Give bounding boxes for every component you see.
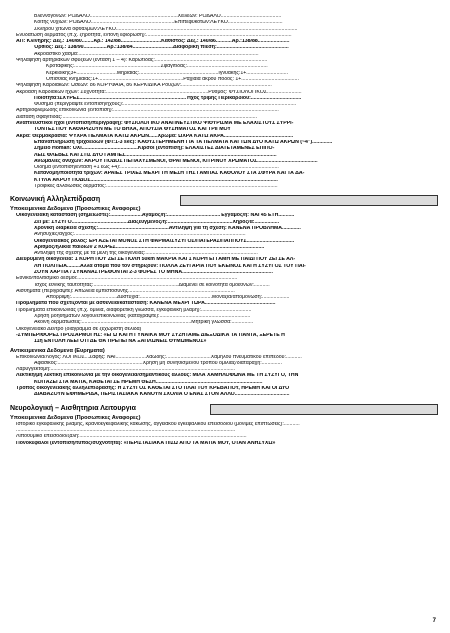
form-line: Αρτηριοφλεβώδης επικοινωνία (εντόπιση):................................................................................................................... bbox=[16, 108, 279, 114]
form-line: Επικοινωνία/Λόγος: ΛΟΓΙΚΟΣ...Σαφής: ΝΑΙ.....................Χαώδης:...............................Χαμηλού πνευματικού επιπέδου:........... bbox=[16, 354, 302, 360]
form-line: Αριθμός/ηλικία παιδιών 2 ΚΟΡΕΣ....................................................................................................... bbox=[34, 244, 265, 250]
form-line: Κατανομή/ποιότητα τριχών: ΑΡΑΙΕΣ ΤΡΙΧΕΣ ΜΕΧΡΙ ΤΗ ΜΕΣΗ ΤΗΣ ΓΑΜΠΑΣ ΚΑΘΟΛΟΥ ΣΤΑ ΣΦΥΡΑ ΚΑΙ ΤΑ ΔΑ- bbox=[34, 171, 305, 177]
form-line: Κροταφικής:............................................................Σφαγίτιδας:........................................................ bbox=[46, 64, 268, 70]
section-bar bbox=[180, 195, 438, 206]
form-line: ΑΠ: Κλινήρης: Δεξ.: 140/80........Αρ.: 142/88............................Καθιστός: Δεξ.: 140/86...........Αρ.:138/88...................... bbox=[16, 39, 290, 45]
form-line: Όρθιος: Δεξ.: 138/90................Αρ.:138/84............................Διαφορική πίεση:.................................................. bbox=[34, 45, 289, 51]
section-header-neuro bbox=[10, 404, 430, 415]
form-line: Τρόπος οικογενειακής αλληλεπίδρασης: Η ΣΥΖΥΓΟΣ ΚΑΘΕΤΑΙ ΣΤΟ ΠΛΑΙ ΤΟΥ ΚΡΕΒΑΤΙΟΥ, ΗΡΕΜΗ ΚΑΙ ΟΙ ΔΥΟ bbox=[16, 386, 290, 392]
assessment-form bbox=[10, 14, 430, 447]
form-line: Επαναπλήρωση τριχοειδών (ΦΤ:1-3 sec): ΚΑΘΥΣΤΕΡΗΜΕΝΗ ΓΙΑ ΤΑ ΠΕΛΜΑΤΑ ΚΑΙ ΤΩΝ ΔΥΟ ΚΑΤΩ ΑΚΡΩΝ (~4").............. bbox=[34, 139, 333, 145]
form-line: Άκρα: Θερμοκρασία: ΨΥΧΡΑ ΠΕΛΜΑΤΑ ΚΑΤΩ ΑΚΡΩΝ......Χρώμα: ΩΧΡΑ ΚΑΤΩ ΑΚΡΑ................................................ bbox=[16, 133, 294, 139]
form-line: 11η ΕΝΤΟΛΗ ΛΕΕΙ ΟΤΙ ΔΕ ΘΑ ΠΡΕΠΕΙ ΝΑ ΞΑΠΛΩΝΕΙΣ ΘΥΜΩΜΕΝΟΣ» bbox=[34, 339, 207, 345]
subsection-title: Υποκειμενικα Δεδομενα (Προσωπικες Αναφορες) bbox=[10, 206, 141, 213]
form-line: Κερκιδικής3+............................Μηριαίας:.......................................................Ιγνυακής:1+............................. bbox=[46, 70, 289, 76]
form-line: Τροφικές αλλοιώσεις δέρματος:....................................................................................................................... bbox=[34, 184, 278, 190]
form-line: Ανησυχίες/άγχος:....................................................................................................................... bbox=[34, 232, 246, 238]
subsection-title: Αντικειμενικα Δεδομενα (Ευρηματα) bbox=[10, 347, 105, 354]
form-line: Ίσχος εθνικής ταυτότητας:...........................................................Διαμένει σε κοινότητα ομοεθνών:........... bbox=[34, 282, 270, 288]
form-line: Ιστορικό εγκεφαλικής βλάβης, κρανιοεγκεφαλικής κάκωσης, αγγειακού εγκεφαλικού επεισοδίου (μόνιμες επιπτώσεις):........... bbox=[16, 421, 300, 427]
form-line: Οίδημα (εντόπιση/ένταση +1 έως +4):.............................................................................................................. bbox=[34, 165, 279, 171]
form-line: Φύσημα (περιγράψτε εντόπιση/ήχους):........................................................................................................................ bbox=[34, 102, 297, 108]
form-line: Λεκτική/μη λεκτική επικοινωνία με την οικογένεια/σημαντικούς άλλους: ΜΙΛΑ ΧΑΜΗΛΟΦΩΝΑ ΜΕ ΤΗ ΣΥΖΥΓΟ, ΤΗΝ bbox=[16, 373, 299, 379]
form-line: Αισθήματα (περιγράψτε): Απώλεια εμπιστοσύνης.......................................................................... bbox=[16, 288, 235, 294]
form-line: ΤΟΝΤΕΣ ΠΟΥ ΚΑΘΑΡΙΖΟΥΝ ΜΕ ΤΟ ΒΗΧΑ, ΑΠΟΥΣΙΑ ΦΥΣΗΜΑΤΟΣ ΚΑΙ ΤΡΙΓΜΟΥ bbox=[34, 127, 231, 133]
form-line: -ΣΥΜΠΕΡΙΦΟΡΕΣ ΠΡΟΣΑΡΜΟΓΗΣ: «ΕΓΩ ΚΑΙ Η ΓΥΝΑΙΚΑ ΜΟΥ ΣΥΖΗΤΑΜΕ ΔΙΕΞΟΔΙΚΑ ΤΑ ΠΑΝΤΑ, ΞΕΡΕΤΕ Η bbox=[16, 332, 285, 338]
form-line: Εθνικό/πολιτισμικό δεσμοί:............................................................................................................... bbox=[16, 276, 238, 282]
form-line: Ψηλάφηση αρτηριακών σφύξεων (ένταση 1 – 4): Καρωτίδας:.............................................................................. bbox=[16, 58, 268, 64]
form-line: Χρήση βοηθημάτων λόγου/επικοινωνίας (καταγράψτε):............................................................... bbox=[34, 314, 251, 320]
form-line: Ανωμαλίες ονύχων: ΑΚΡΟΥ ΠΟΔΟΣ ΠΕΠΑΧΥΣΜΕΝΟΙ, ΘΡΑΓΜΕΝΟΙ, ΚΙΤΡΙΝΟΥ ΧΡΩΜΑΤΟΣ.......................................... bbox=[34, 158, 318, 164]
form-line: ΔΙΑΒΑΖΟΥΝ ΕΦΗΜΕΡΙΔΑ, ΠΕΡΙΣΤΑΣΙΑΚΑ ΚΑΝΟΥΝ ΣΧΟΛΙΑ Ο ΕΝΑΣ ΣΤΟΝ ΑΛΛΟ...................................... bbox=[34, 392, 290, 398]
form-line: Ψηλάφηση Καρδιακών: Ώσεων: 86 ΚΟΡΥΦΑΙΑ, 86 ΚΕΡΚΙΔΙΚΑ Ρούζων:............................................................... bbox=[16, 83, 272, 89]
form-line: ΛΕΙΣ ΦΛΕΒΕΣ ΚΑΙ ΣΤΙΣ ΔΥΟ ΓΑΜΠΕΣ......................................................................................................... bbox=[34, 152, 277, 158]
form-line: Απόρριψη:................................Δυστυχία:..................................................Μοναξιά/απομόνωση:................... bbox=[46, 295, 290, 301]
form-line: Διάταση σφαγίτιδας:....................................................................................................................................... bbox=[16, 114, 258, 120]
form-line: Χρονική διάρκεια σχέσης:.................................................Αντίληψη για τη σχέση: ΚΑΝΕΝΑ ΠΡΟΒΛΗΜΑ............. bbox=[34, 225, 301, 231]
form-line: Ενυδάτωση δέρματος (π.χ. ξηρότητα, έντονη εφίδρωση):..................................................................................................... bbox=[16, 32, 292, 38]
subsection-title: Υποκειμενικα Δεδομενα (Προσωπικες Αναφορες) bbox=[10, 414, 141, 421]
form-line: Ακροαστικό χάσμα:............................................................................................................................. bbox=[34, 51, 259, 57]
form-line: Προβλήματα που σχετίζονται με ασθένεια/κατάσταση: ΚΑΝΕΝΑ ΜΕΧΡΙ ΤΩΡΑ................................................. bbox=[16, 301, 276, 307]
section-title: Κοινωνική Αλληλεπίδραση bbox=[10, 196, 101, 204]
form-line: ........................................................................................................................................................ bbox=[16, 427, 236, 433]
page-number: 7 bbox=[432, 618, 436, 625]
form-line: Οπίσθιας κνημιαίας:1+...........................................................Ραχιαία άκρου ποδός: 1+........................................ bbox=[46, 76, 299, 82]
form-line: ΚΟΙΤΑΖΕΙ ΣΤΑ ΜΑΤΙΑ, ΚΑΘΕΤΑΙ ΣΕ ΗΡΕΜΗ ΘΕΣΗ.......................................................................... bbox=[34, 379, 263, 385]
form-line: ΚΤΥΛΑ ΑΚΡΟΥ ΠΟΔΟΣ.................................................................................................................................. bbox=[34, 177, 278, 183]
form-line: Βλεννογόνων: ΡΟΔΑΛΟ.............................................................Χειλέων: ΡΟΔΑΛΟ.......................................... bbox=[34, 14, 282, 19]
form-line: Σκληρού χιτώνα οφθαλμών:ΛΕΥΚΟ.............................................................................................................................. bbox=[34, 26, 298, 32]
form-line: Κοίτης νυχιών: ΡΟΔΑΛΟ..........................................................Επιπεφυκότων:ΛΕΥΚΟ...................................... bbox=[34, 20, 283, 26]
form-line: Οικογενειακό Δέντρο (διάγραμμα σε ξεχωριστή σελίδα) bbox=[16, 326, 142, 332]
form-line: Πονοκέφαλοι (εντόπιση/τύπος/συχνότητα): «ΠΕΡΙΣΤΑΣΙΑΚΑ ΠΙΣΩ ΑΠΟ ΤΑ ΜΑΤΙΑ ΜΟΥ, ΟΤΑΝ ΑΝΗΣΥΧΩ» bbox=[16, 440, 276, 446]
form-line: Αφασικός:...........................................................Χρήση μη συνηθισμένου τρόπου ομιλίας/διαταραχή:.............. bbox=[34, 360, 282, 366]
form-line: Διευρυμένη οικογένεια: 1 ΚΟΡΗ ΠΟΥ ΖΕΙ ΣΕ ΠΟΛΗ 50km ΜΑΚΡΙΑ ΚΑΙ 1 ΚΟΡΗ ΕΓΓΑΜΗ ΜΕ ΠΑΙΔΙ ΠΟΥ ΖΕΙ ΣΕ ΑΛ- bbox=[16, 257, 296, 263]
form-line: Οικογενειακή κατάσταση (σημειώστε):......................Αγαμος/η:.....................................Έγγαμος/η: ΝΑΙ 45 ΕΤΗ........... bbox=[16, 213, 295, 219]
form-line: ΖΟΥΝ ΧΑΡΤΙΑ / ΣΥΝΑΝΑΣΤΡΕΦΟΝΤΑΙ 2-3 ΦΟΡΕΣ ΤΟ ΜΗΝΑ............................................................... bbox=[34, 269, 273, 275]
form-line: Λιποθυμικό επεισόδιο/ζάλη:.................................................................................................................... bbox=[16, 434, 247, 440]
form-line: Λαρυγγεκτομή:................................................................................................................................ bbox=[16, 367, 236, 373]
form-line: Οικογενειακός ρόλος: ΕΡΓΑΖΕΤΑΙ ΜΟΝΟΣ ΣΤΗ ΦΑΡΜΑ/ΣΥΖΥΓΟΣ/ΠΑΤΕΡΑΣ/ΠΑΠΠΟΥΣ................................. bbox=[34, 238, 295, 244]
form-line: Ακρόαση Καρδιακών ήχων: Συχνότητα:.......................................................................Ρυθμός: ΦΥΣΙΟΛΟΓΙΚΟΣ........................ bbox=[16, 89, 302, 95]
form-line: Ποιότητα:ΙΣΧΥΡΕΣ..........................................................................Ήχος τριβής Περικαρδίου:................................... bbox=[34, 95, 302, 101]
section-title: Νευρολογική – Αισθητηρια Λειτουργια bbox=[10, 404, 136, 412]
form-line: Ζει με: ΣΥΖΥΓΟ.......................................Διαζευγμένος/η:.............................................Χήρος/α:................. bbox=[34, 219, 280, 225]
form-line: Σημείο Homan: ΟΧΙ.......................................Κιρσοί (εντόπιση): ΕΛΑΧΙΣΤΕΣ ΔΙΑΤΕΤΑΜΕΝΕΣ ΕΠΙΠΟ- bbox=[34, 146, 275, 152]
section-bar bbox=[210, 404, 438, 415]
form-line: Αναπνευστικοί ήχοι (εντόπιση/περιγραφή): ΦΥΣΙΟΛΟΓΙΚΟ ΑΝΑΠΝΕΥΣΤΙΚΟ ΨΙΘΥΡΙΣΜΑ ΜΕ ΕΛΑΧΙΣΤΟΥΣ ΣΥΡΡΙ- bbox=[16, 121, 294, 127]
form-line: Προβλήματα επικοινωνίας (π.χ. ομιλία, διαφορετική γλώσσα, εγκεφαλική βλάβη):................................... bbox=[16, 307, 252, 313]
form-line: Αντίληψη της σχέσης με τα μέλη της οικογένειας:.............................................................................. bbox=[34, 251, 258, 257]
form-line: Ακοινη δερματώσεις:............................................................................Μητρική γλώσσα:............... bbox=[34, 320, 254, 326]
section-header-social bbox=[10, 195, 430, 206]
form-line: ΛΗ ΠΟΛΙΤΕΙΑ.........Άλλα άτομα που τον στηρίζουν: ΠΟΛΛΑ ΖΕΥΓΑΡΙΑ ΠΟΥ ΕΚΕΙΝΟΣ ΚΑΙ Η ΣΥΖΥΓΟΣ ΤΟΥ ΠΑΙ- bbox=[34, 263, 306, 269]
